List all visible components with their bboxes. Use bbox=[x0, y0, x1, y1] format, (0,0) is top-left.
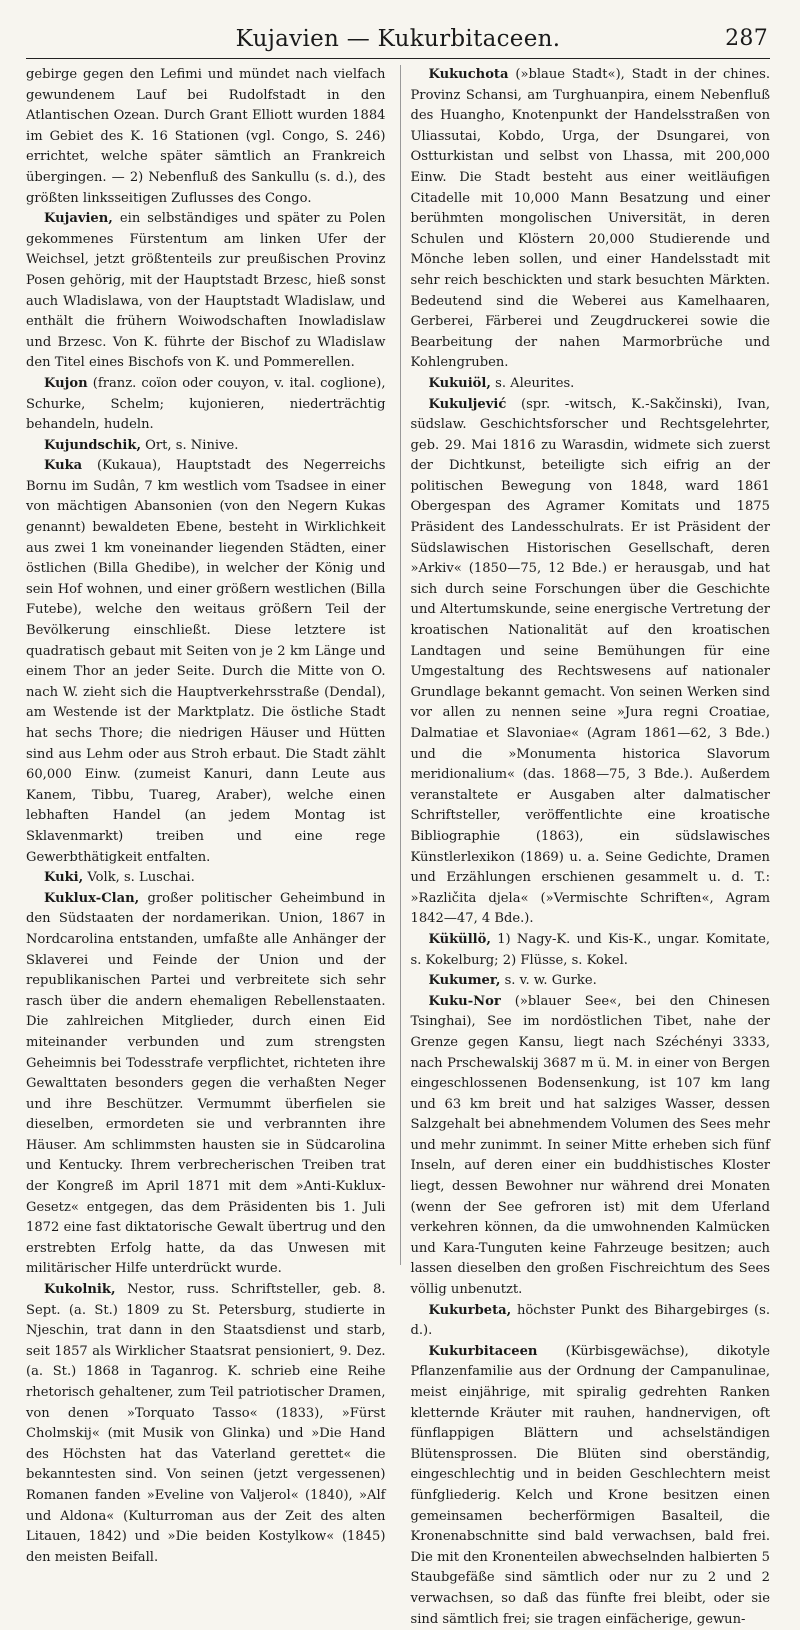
entry-headword: Kukuljević bbox=[428, 396, 507, 412]
dictionary-entry bbox=[411, 1301, 771, 1342]
entry-headword: Kujavien, bbox=[44, 211, 113, 227]
dictionary-entry bbox=[26, 436, 386, 457]
entry-text: gebirge gegen den Lefimi und mündet nach vielfach gewundenem Lauf bei Rudolfstadt in den Atlantischen Ozean. Durch Grant Elliott wurden 1884 im Gebiet des K. 16 Stationen (vgl. Congo, S. 246) errichtet, welche später sämtlich an Frankreich übergingen. — 2) Nebenfluß des Sankullu (s. d.), des größten linksseitigen Zuflusses des Congo. bbox=[26, 67, 386, 206]
dictionary-entry bbox=[26, 209, 386, 374]
right-column bbox=[400, 65, 771, 1627]
entry-text: (»blaue Stadt«), Stadt in der chines. Provinz Schansi, am Turghuanpira, einem Nebenfluß des Huangho, Knotenpunkt der Handelsstraßen von Uliassutai, Kobdo, Urga, der Dsungarei, von Ostturkistan und selbst von Lhassa, mit 200,000 Einw. Die Stadt besteht aus einer weitläufigen Citadelle mit 10,000 Mann Besatzung und einer berühmten mongolischen Universität, in deren Schulen und Klöstern 20,000 Studierende und Mönche leben sollen, und einer Handelsstadt mit sehr reich beschickten und stark besuchten Märkten. Bedeutend sind die Weberei aus Kamelhaaren, Gerberei, Färberei und Zeugdruckerei sowie die Bearbeitung der nahen Marmorbrüche und Kohlengruben. bbox=[410, 67, 770, 371]
running-title: Kujavien — Kukurbitaceen. bbox=[235, 26, 561, 52]
dictionary-entry bbox=[26, 65, 386, 209]
dictionary-entry bbox=[411, 65, 771, 374]
dictionary-entry bbox=[26, 868, 386, 889]
dictionary-entry bbox=[26, 456, 386, 868]
dictionary-entry bbox=[26, 1280, 386, 1568]
entry-text: (Kukaua), Hauptstadt des Negerreichs Bornu im Sudân, 7 km westlich vom Tsadsee in einer von mächtigen Abansonien (von den Negern Kukas genannt) bewaldeten Ebene, besteht in Wirklichkeit aus zwei 1 km voneinander liegenden Städten, einer östlichen (Billa Ghedibe), in welcher der König und sein Hof wohnen, und einer größern westlichen (Billa Futebe), welche den weitaus größern Teil der Bevölkerung einschließt. Diese letztere ist quadratisch gebaut mit Seiten von je 2 km Länge und einem Thor an jeder Seite. Durch die Mitte von O. nach W. zieht sich die Hauptverkehrsstraße (Dendal), am Westende ist der Marktplatz. Die östliche Stadt hat sechs Thore; die niedrigen Häuser und Hütten sind aus Lehm oder aus Stroh erbaut. Die Stadt zählt 60,000 Einw. (zumeist Kanuri, dann Leute aus Kanem, Tibbu, Tuareg, Araber), welche einen lebhaften Handel (an jedem Montag ist Sklavenmarkt) treiben und eine rege Gewerbthätigkeit entfalten. bbox=[26, 458, 386, 865]
dictionary-entry bbox=[411, 395, 771, 930]
entry-headword: Kukurbitaceen bbox=[428, 1343, 538, 1359]
entry-text: s. v. w. Gurke. bbox=[500, 973, 597, 989]
entry-text: großer politischer Geheimbund in den Südstaaten der nordamerikan. Union, 1867 in Nordcarolina entstanden, umfaßte alle Anhänger der Sklaverei und Feinde der Union und der republikanischen Partei und verbreitete sich sehr rasch über die andern ehemaligen Rebellenstaaten. Die zahlreichen Mitglieder, durch einen Eid miteinander verbunden und zum strengsten Geheimnis bei Todesstrafe verpflichtet, richteten ihre Gewalttaten besonders gegen die verhaßten Neger und ihre Beschützer. Vermummt überfielen sie dieselben, ermordeten sie und verbrannten ihre Häuser. Am schlimmsten hausten sie in Südcarolina und Kentucky. Ihrem verbrecherischen Treiben trat der Kongreß im April 1871 mit dem »Anti-Kuklux-Gesetz« entgegen, das dem Präsidenten bis 1. Juli 1872 eine fast diktatorische Gewalt übertrug und den erstrebten Erfolg hatte, da das Unwesen mit militärischer Hilfe unterdrückt wurde. bbox=[26, 890, 386, 1277]
dictionary-entry bbox=[411, 1342, 771, 1630]
entry-text: Volk, s. Luschai. bbox=[83, 870, 195, 886]
entry-text: Ort, s. Ninive. bbox=[141, 437, 239, 453]
entry-text: Nestor, russ. Schriftsteller, geb. 8. Sept. (a. St.) 1809 zu St. Petersburg, studierte in Njeschin, trat dann in den Staatsdienst und starb, seit 1857 als Wirklicher Staatsrat pensioniert, 9. Dez. (a. St.) 1868 in Taganrog. K. schrieb eine Reihe rhetorisch gehaltener, zum Teil patriotischer Dramen, von denen »Torquato Tasso« (1833), »Fürst Cholmskij« (mit Musik von Glinka) und »Die Hand des Höchsten hat das Vaterland gerettet« die bekanntesten sind. Von seinen (jetzt vergessenen) Romanen fanden »Eveline von Valjerol« (1840), »Alf und Aldona« (Kulturroman aus der Zeit des alten Litauen, 1842) und »Die beiden Kostylkow« (1845) den meisten Beifall. bbox=[26, 1282, 386, 1565]
dictionary-entry bbox=[411, 930, 771, 971]
entry-headword: Kujundschik, bbox=[44, 437, 142, 453]
entry-headword: Kujon bbox=[44, 375, 88, 391]
page-number: 287 bbox=[725, 26, 768, 51]
entry-headword: Kukuchota bbox=[428, 67, 509, 82]
dictionary-entry bbox=[411, 374, 771, 395]
entry-headword: Kukolnik, bbox=[44, 1282, 116, 1298]
page-header bbox=[26, 22, 770, 59]
entry-headword: Kuklux-Clan, bbox=[44, 890, 140, 906]
entry-headword: Kuku-Nor bbox=[428, 993, 501, 1009]
entry-headword: Kuki, bbox=[44, 870, 84, 886]
entry-text: (»blauer See«, bei den Chinesen Tsinghai), See im nordöstlichen Tibet, nahe der Grenze gegen Kansu, liegt nach Széchényi 3333, nach Prschewalskij 3687 m ü. M. in einer von Bergen eingeschlossenen Bodensenkung, ist 107 km lang und 63 km breit und hat salziges Wasser, dessen Salzgehalt bei abnehmendem Volumen des Sees mehr und mehr zunimmt. In seiner Mitte erheben sich fünf Inseln, auf deren einer ein buddhistisches Kloster liegt, dessen Bewohner nur während drei Monaten (wenn der See gefroren ist) mit dem Uferland verkehren können, da die umwohnenden Kalmücken und Kara-Tunguten keine Fahrzeuge besitzen; auch lassen dieselben den großen Fischreichtum des Sees völlig unbenutzt. bbox=[410, 993, 770, 1298]
entry-headword: Kukuiöl, bbox=[428, 375, 491, 391]
entry-text: s. Aleurites. bbox=[490, 375, 575, 391]
entry-headword: Küküllö, bbox=[428, 931, 491, 947]
entry-headword: Kukumer, bbox=[428, 973, 501, 989]
entry-text: höchster Punkt des Bihargebirges (s. d.). bbox=[410, 1302, 770, 1339]
dictionary-entry bbox=[411, 971, 771, 992]
entry-headword: Kukurbeta, bbox=[428, 1302, 512, 1318]
entry-text: (spr. -witsch, K.-Sakčinski), Ivan, südslaw. Geschichtsforscher und Rechtsgelehrter, geb. 29. Mai 1816 zu Warasdin, widmete sich zuerst der Dichtkunst, beteiligte sich eifrig an der politischen Bewegung von 1848, ward 1861 Obergespan des Agramer Komitats und 1875 Präsident des Landesschulrats. Er ist Präsident der Südslawischen Historischen Gesellschaft, deren »Arkiv« (1850—75, 12 Bde.) er herausgab, und hat sich durch seine Forschungen über die Geschichte und Altertumskunde, seine energische Vertretung der kroatischen Nationalität auf den kroatischen Landtagen und seine Bemühungen für eine Umgestaltung des Rechtswesens auf nationaler Grundlage bekannt gemacht. Von seinen Werken sind vor allen zu nennen seine »Jura regni Croatiae, Dalmatiae et Slavoniae« (Agram 1861—62, 3 Bde.) und die »Monumenta historica Slavorum meridionalium« (das. 1868—75, 3 Bde.). Außerdem veranstaltete er Ausgaben alter dalmatischer Schriftsteller, veröffentlichte eine kroatische Bibliographie (1863), ein südslawisches Künstlerlexikon (1869) u. a. Seine Gedichte, Dramen und Erzählungen erschienen gesammelt u. d. T.: »Različita djela« (»Vermischte Schriften«, Agram 1842—47, 4 Bde.). bbox=[410, 396, 770, 927]
dictionary-entry bbox=[26, 374, 386, 436]
dictionary-entry bbox=[411, 992, 771, 1301]
entry-headword: Kuka bbox=[44, 458, 83, 474]
text-columns bbox=[26, 65, 770, 1627]
dictionary-entry bbox=[26, 889, 386, 1280]
left-column bbox=[26, 65, 386, 1565]
entry-text: (franz. coïon oder couyon, v. ital. coglione), Schurke, Schelm; kujonieren, niederträchtig behandeln, hudeln. bbox=[26, 375, 386, 433]
entry-text: ein selbständiges und später zu Polen gekommenes Fürstentum am linken Ufer der Weichsel, jetzt größtenteils zur preußischen Provinz Posen gehörig, mit der Hauptstadt Brzesc, hieß sonst auch Wladislawa, von der Hauptstadt Wladislaw, und enthält die frühern Woiwodschaften Inowladislaw und Brzesc. Von K. führte der Bischof zu Wladislaw den Titel eines Bischofs von K. und Pommerellen. bbox=[26, 211, 386, 371]
entry-text: 1) Nagy-K. und Kis-K., ungar. Komitate, s. Kokelburg; 2) Flüsse, s. Kokel. bbox=[410, 931, 770, 968]
entry-text: (Kürbisgewächse), dikotyle Pflanzenfamilie aus der Ordnung der Campanulinae, meist einjährige, mit spiralig gedrehten Ranken kletternde Kräuter mit rauhen, handnervigen, oft fünflappigen Blättern und achselständigen Blütensprossen. Die Blüten sind oberständig, eingeschlechtig und in beiden Geschlechtern meist fünfgliederig. Kelch und Krone besitzen einen gemeinsamen becherförmigen Basalteil, die Kronenabschnitte sind bald verwachsen, bald frei. Die mit den Kronenteilen abwechselnden halbierten 5 Staubgefäße sind sämtlich oder nur zu 2 und 2 verwachsen, so daß das fünfte frei bleibt, oder sie sind sämtlich frei; sie tragen einfächerige, gewun- bbox=[410, 1343, 770, 1627]
